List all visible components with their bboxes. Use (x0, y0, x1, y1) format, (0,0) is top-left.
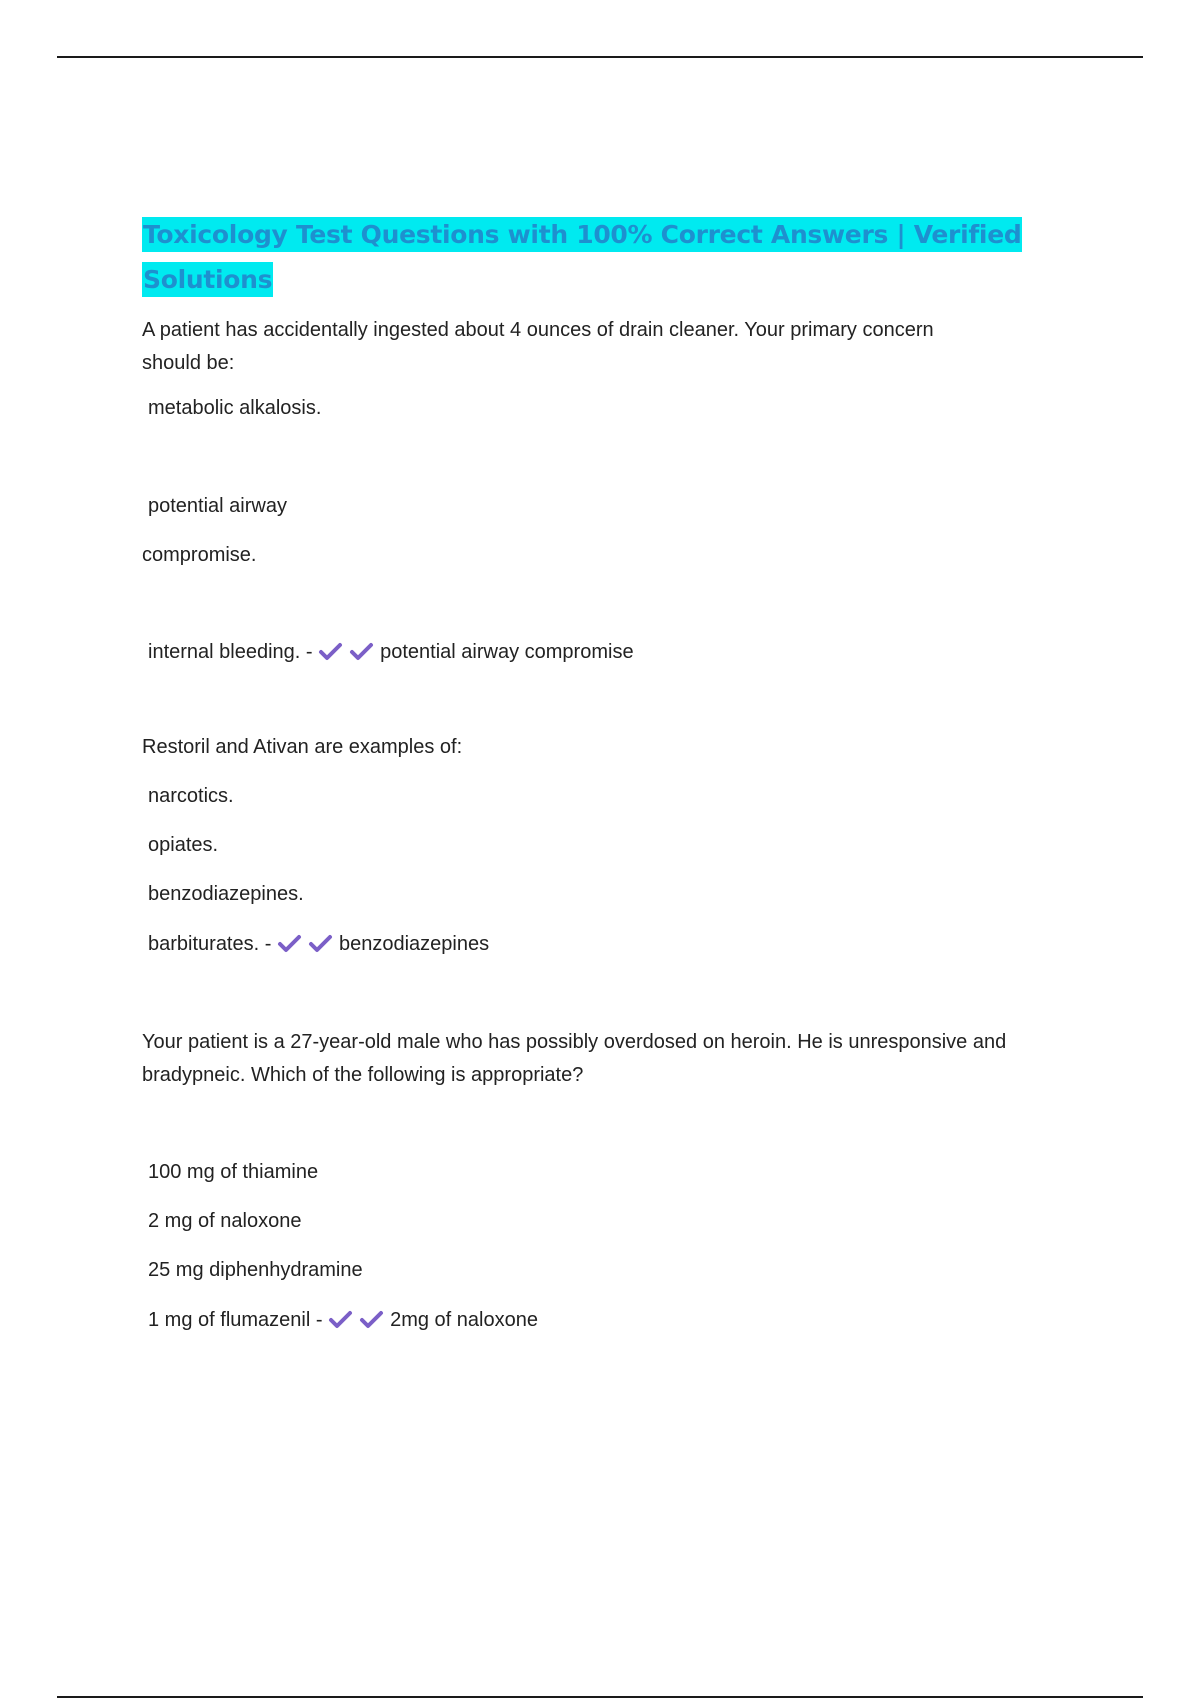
answer-option: benzodiazepines. (148, 883, 304, 905)
question-prompt: Your patient is a 27-year-old male who has possibly overdosed on heroin. He is unresponsive and bradypneic. Which of the following is appropriate? (142, 1031, 1007, 1086)
footer-rule (57, 1696, 1143, 1698)
answer-option: potential airway (148, 495, 287, 517)
answer-option-text: 1 mg of flumazenil - (148, 1309, 323, 1331)
check-icon (328, 1308, 354, 1330)
answer-option: narcotics. (148, 785, 234, 807)
question-prompt: Restoril and Ativan are examples of: (142, 736, 463, 758)
answer-option: 100 mg of thiamine (148, 1161, 319, 1183)
answer-option: metabolic alkalosis. (148, 397, 322, 419)
check-icon (349, 640, 375, 662)
answer-option-with-correct-answer (142, 1304, 1062, 1337)
question-block-1 (142, 314, 1062, 669)
answer-option-with-correct-answer (142, 928, 1062, 961)
answer-option-with-correct-answer (142, 636, 1062, 669)
answer-option: 25 mg diphenhydramine (148, 1259, 363, 1281)
document-title (142, 212, 1062, 302)
title-highlight: Toxicology Test Questions with 100% Correct Answers | Verified Solutions (142, 217, 1022, 297)
answer-option: opiates. (148, 834, 219, 856)
correct-answer: benzodiazepines (338, 933, 490, 955)
check-icon (359, 1308, 385, 1330)
question-prompt: A patient has accidentally ingested about 4 ounces of drain cleaner. Your primary concern should be: (142, 319, 934, 374)
answer-option: 2 mg of naloxone (148, 1210, 302, 1232)
question-block-2 (142, 731, 1062, 961)
correct-answer: 2mg of naloxone (390, 1309, 538, 1331)
correct-answer: potential airway compromise (380, 641, 634, 663)
question-block-3 (142, 1026, 1062, 1337)
check-icon (308, 932, 334, 954)
check-icon (318, 640, 344, 662)
answer-option-text: internal bleeding. - (148, 641, 313, 663)
answer-option: compromise. (142, 544, 257, 566)
check-icon (277, 932, 303, 954)
answer-option-text: barbiturates. - (148, 933, 272, 955)
document-body (142, 212, 1062, 1337)
header-rule (57, 56, 1143, 58)
